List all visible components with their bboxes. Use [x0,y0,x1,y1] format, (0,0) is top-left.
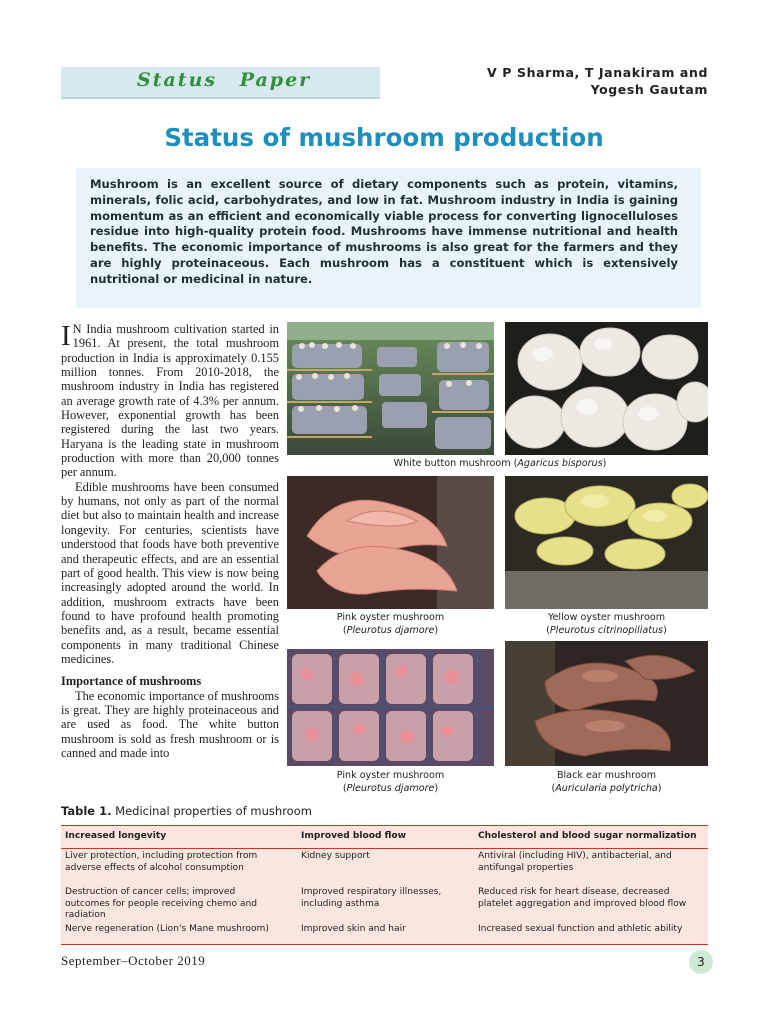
caption-yellow-oyster-mushroom: Yellow oyster mushroom (Pleurotus citrinopiliatus) [505,612,708,637]
table-cell: Improved respiratory illnesses, including asthma [301,887,442,909]
body-column [61,322,279,760]
paragraph-1 [61,322,279,480]
caption-black-ear-mushroom: Black ear mushroom (Auricularia polytricha) [505,770,708,795]
table-label: Table 1. [61,804,112,818]
table-cell: Kidney support [301,851,370,861]
table-header-cell: Cholesterol and blood sugar normalization [478,831,697,841]
table-cell: Antiviral (including HIV), antibacterial, and antifungal properties [478,851,672,873]
subheading: Importance of mushrooms [61,674,202,689]
paragraph-2: Edible mushrooms have been consumed by humans, not only as part of the normal diet but also to maintain health and increase longevity. For centuries, scientists have understood that foods have both preventive and therapeutic effects, and are an essential part of good health. This view is now being increasingly adopted around the world. In addition, mushroom extracts have been found to have profound health promoting benefits and, as a result, became essential components in many traditional Chinese medicines. [61,479,279,666]
issue-date: September–October 2019 [61,953,206,968]
table-header-cell: Improved blood flow [301,831,407,841]
photo-pink-oyster-mushroom [287,476,494,609]
table-header-row [61,826,708,849]
caption-species: Auricularia polytricha [555,782,658,794]
caption-species: Agaricus bisporus [517,458,603,469]
table-cell: Liver protection, including protection from adverse effects of alcohol consumption [65,851,258,873]
drop-cap: I [61,320,71,352]
photo-white-button-mushroom [505,322,708,455]
caption-species: Pleurotus djamore [346,782,435,794]
photo-pink-oyster-mushroom-rack [287,649,494,766]
article-title: Status of mushroom production [164,123,604,152]
caption-name: Pink oyster mushroom [336,612,445,623]
photo-yellow-oyster-mushroom [505,476,708,609]
table-cell: Increased sexual function and athletic ability [478,924,683,934]
authors-line-2: Yogesh Gautam [590,82,708,97]
caption-pink-oyster-mushroom-2: Pink oyster mushroom (Pleurotus djamore) [287,770,494,795]
section-tag: Status Paper [137,69,312,91]
authors-line-1: V P Sharma, T Janakiram and [487,65,708,80]
section-tag-box [61,67,380,99]
caption-name: Black ear mushroom [556,770,657,781]
caption-species: Pleurotus djamore [346,624,435,636]
abstract: Mushroom is an excellent source of dietary components such as protein, vitamins, minerals, folic acid, carbohydrates, and low in fat. Mushroom industry in India is gaining momentum as an efficient and economically viable process for converting lignocelluloses residue into high-quality protein food. Mushrooms have immense nutritional and health benefits. The economic importance of mushrooms is also great for the farmers and they are highly proteinaceous. Each mushroom has a constituent which is extensively nutritional or medicinal in nature. [76,168,701,308]
table-header-cell: Increased longevity [65,831,167,841]
caption-white-button-mushroom: White button mushroom (Agaricus bisporus) [393,458,607,469]
table-caption-text: Medicinal properties of mushroom [115,804,312,818]
table-caption [61,804,312,818]
authors [487,64,708,98]
table-cell: Destruction of cancer cells; improved outcomes for people receiving chemo and radiation [65,887,258,920]
caption-name: White button mushroom [393,458,511,469]
medicinal-properties-table [61,825,708,945]
paragraph-3: The economic importance of mushrooms is great. They are highly proteinaceous and are used as food. The white button mushroom is sold as fresh mushroom or is canned and made into [61,688,279,760]
photo-black-ear-mushroom [505,641,708,766]
table-cell: Nerve regeneration (Lion's Mane mushroom) [65,924,269,934]
caption-name: Pink oyster mushroom [336,770,445,781]
caption-pink-oyster-mushroom-1: Pink oyster mushroom (Pleurotus djamore) [287,612,494,637]
page-number: 3 [689,950,713,974]
paragraph-1-text: N India mushroom cultivation started in 1961. At present, the total mushroom production in India is approximately 0.155 million tonnes. From 2010-2018, the mushroom industry in India has registered an average growth rate of 4.3% per annum. However, exponential growth has been registered during the last two years. Haryana is the leading state in mushroom production with more than 20,000 tonnes per annum. [61,322,279,480]
caption-species: Pleurotus citrinopiliatus [549,624,664,636]
photo-mushroom-shelves [287,322,494,455]
caption-name: Yellow oyster mushroom [547,612,666,623]
table-cell: Reduced risk for heart disease, decreased platelet aggregation and improved blood flow [478,887,687,909]
table-cell: Improved skin and hair [301,924,406,934]
